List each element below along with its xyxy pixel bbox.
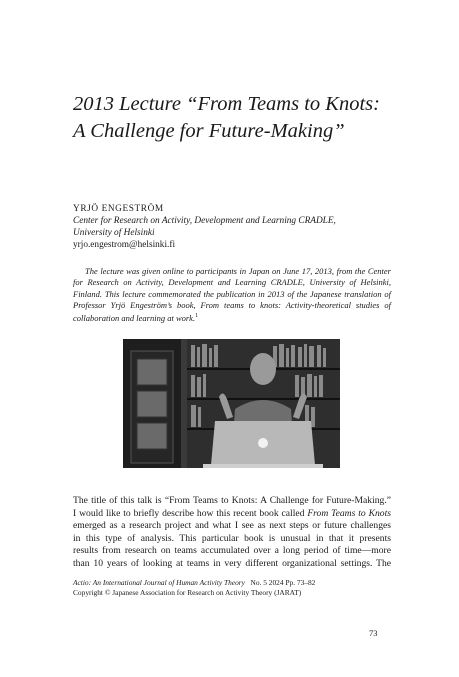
author-name: YRJÖ ENGESTRÖM [73,204,164,214]
page-footer [73,578,393,597]
author-affiliation-line-2: University of Helsinki [73,228,155,238]
body-line: emerged as a research project and what I see as next steps or future challenges [73,520,391,532]
journal-name: Actio: An International Journal of Human Activity Theory [73,578,245,587]
journal-issue: No. 5 2024 Pp. 73–82 [250,578,316,587]
body-line: than 10 years of looking at teams in very different organizational settings. The [73,557,391,569]
footnote-marker: 1 [195,313,199,320]
title-line-1: 2013 Lecture “From Teams to Knots: [73,93,380,115]
abstract [73,266,391,324]
body-line-segment: I would like to briefly describe how this recent book called [73,507,308,519]
article-title [73,91,403,145]
body-paragraph [73,495,391,571]
body-line: results from research on teams accumulated over a long period of time—more [73,545,391,557]
author-affiliation-line-1: Center for Research on Activity, Development and Learning CRADLE, [73,216,336,226]
journal-citation [73,578,393,588]
book-title-emphasis: From Teams to Knots [307,507,391,519]
speaker-with-laptop-photo-icon [123,339,340,468]
copyright-notice: Copyright © Japanese Association for Research on Activity Theory (JARAT) [73,587,302,597]
speaker-photo [123,339,340,468]
title-line-2: A Challenge for Future-Making” [73,120,345,142]
page-number: 73 [369,628,378,638]
body-line [73,508,391,521]
author-email: yrjo.engestrom@helsinki.fi [73,240,176,250]
abstract-text: The lecture was given online to participants in Japan on June 17, 2013, from the Center for Research on Activity, Development and Learning CRADLE, University of Helsinki, Finland. This lecture commemorated the publication in 2013 of the Japanese translation of Professor Yrjö Engeström’s book, From teams to knots: Activity-theoretical studies of collaboration and learning at work. [73,266,391,324]
author-block [73,203,393,251]
body-line: in this type of analysis. This particular book is unusual in that it presents [73,532,391,544]
body-line: The title of this talk is “From Teams to Knots: A Challenge for Future-Making.” [73,495,391,506]
